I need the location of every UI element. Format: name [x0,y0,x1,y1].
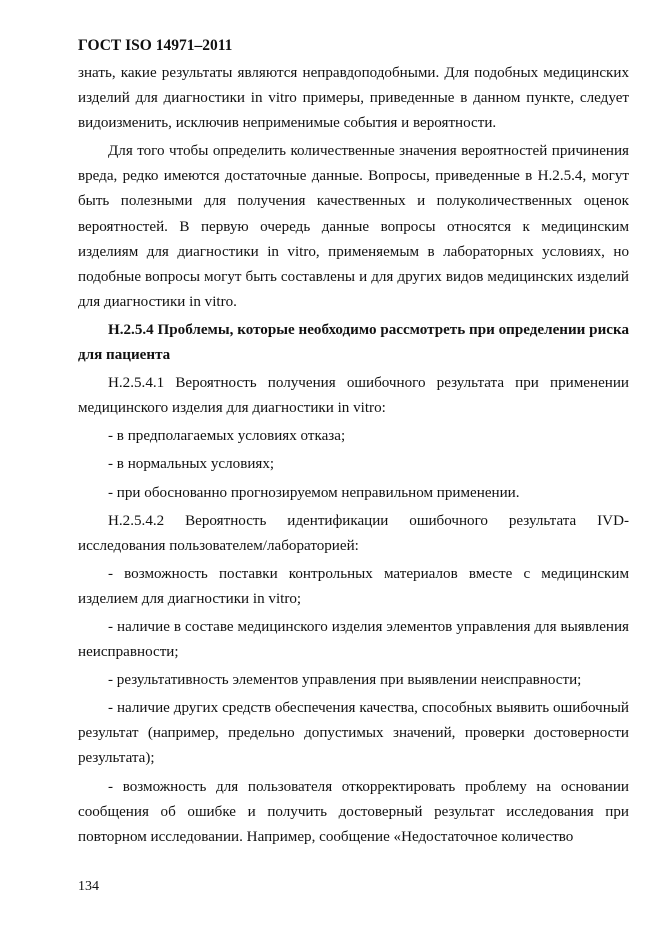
list-item: - результативность элементов управления при выявлении неисправности; [108,672,582,689]
paragraph-h2-5-4-2: Н.2.5.4.2 Вероятность идентификации ошибочного результата IVD-исследования пользователем/лабораторией: [78,512,629,554]
page-number: 134 [78,879,99,894]
section-heading-h2-5-4: Н.2.5.4 Проблемы, которые необходимо рассмотреть при определении риска для пациента [78,321,629,364]
list-item: - при обоснованно прогнозируемом неправильном применении. [108,484,520,501]
body-text [78,61,629,850]
paragraph-probability-data: Для того чтобы определить количественные значения вероятностей причинения вреда, редко имеются достаточные данные. Вопросы, приведенные в Н.2.5.4, могут быть полезными для получения качественных и полуколичественных оценок вероятностей. В первую очередь данные вопросы относятся к медицинским изделиям для диагностики in vitro, применяемым в лабораторных условиях, но подобные вопросы могут быть составлены и для других видов медицинских изделий для диагностики in vitro. [78,143,629,310]
list-item: - возможность для пользователя откорректировать проблему на основании сообщения об ошибке и получить достоверный результат исследования при повторном исследовании. Например, сообщение «Недостаточное количество [78,778,629,845]
list-item: - наличие других средств обеспечения качества, способных выявить ошибочный результат (например, предельно допустимых значений, проверки достоверности результата); [78,700,629,767]
list-item: - возможность поставки контрольных материалов вместе с медицинским изделием для диагностики in vitro; [78,565,629,607]
list-item: - в предполагаемых условиях отказа; [108,428,346,445]
document-header: ГОСТ ISO 14971–2011 [78,37,233,54]
list-item: - наличие в составе медицинского изделия элементов управления для выявления неисправности; [78,618,629,661]
paragraph-h2-5-4-1: Н.2.5.4.1 Вероятность получения ошибочного результата при применении медицинского изделия для диагностики in vitro: [78,375,629,417]
paragraph-continuation: знать, какие результаты являются неправдоподобными. Для подобных медицинских изделий для диагностики in vitro примеры, приведенные в данном пункте, следует видоизменить, исключив неприменимые события и вероятности. [78,65,629,132]
list-item: - в нормальных условиях; [108,456,275,473]
